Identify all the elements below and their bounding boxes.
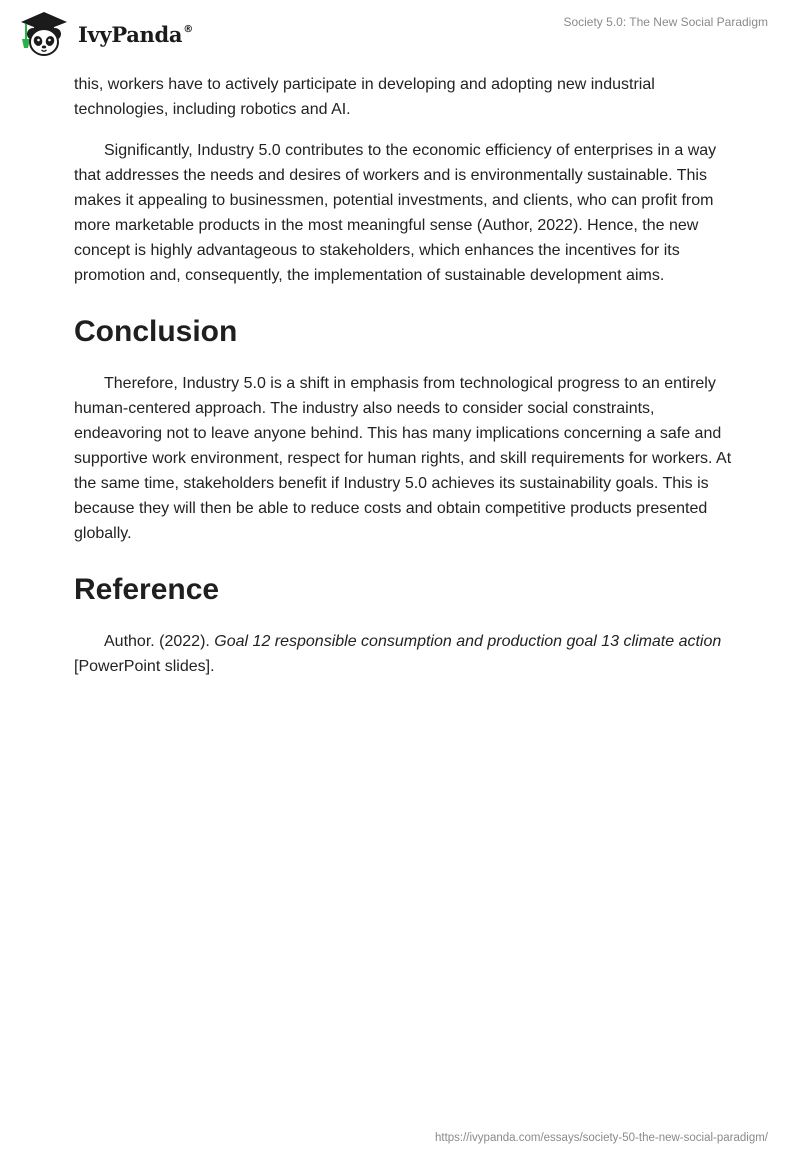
conclusion-heading: Conclusion [74, 315, 238, 348]
page-header [0, 0, 800, 70]
conclusion-paragraph: Therefore, Industry 5.0 is a shift in emphasis from technological progress to an entirely human-centered approach. The industry also needs to consider social constraints, endeavoring not to leave anyone behind. This has many implications concerning a safe and supportive work environment, respect for human rights, and skill requirements for workers. At the same time, stakeholders benefit if Industry 5.0 achieves its sustainability goals. This is because they will then be able to reduce costs and obtain competitive products presented globally. [74, 375, 732, 542]
paragraph-industry-efficiency: Significantly, Industry 5.0 contributes to the economic efficiency of enterprises in a way that addresses the needs and desires of workers and is environmentally sustainable. This makes it appealing to businessmen, potential investments, and clients, who can profit from more marketable products in the most meaningful sense (Author, 2022). Hence, the new concept is highly advantageous to stakeholders, which enhances the incentives for its promotion and, consequently, the implementation of sustainable development aims. [74, 142, 717, 284]
ivypanda-logo[interactable] [16, 8, 193, 58]
registered-mark: ® [183, 23, 193, 35]
reference-author: Author. (2022). [104, 633, 215, 650]
reference-format: [PowerPoint slides]. [74, 658, 215, 675]
essay-content [74, 72, 734, 695]
reference-heading: Reference [74, 573, 220, 606]
reference-entry [74, 629, 734, 679]
document-title: Society 5.0: The New Social Paradigm [563, 15, 768, 29]
paragraph-continuation: this, workers have to actively participate in developing and adopting new industrial technologies, including robotics and AI. [74, 76, 655, 118]
brand-name: IvyPanda® [78, 21, 193, 47]
reference-title: Goal 12 responsible consumption and production goal 13 climate action [214, 633, 722, 650]
source-url[interactable]: https://ivypanda.com/essays/society-50-the-new-social-paradigm/ [434, 1132, 768, 1144]
panda-graduation-icon [16, 8, 74, 58]
